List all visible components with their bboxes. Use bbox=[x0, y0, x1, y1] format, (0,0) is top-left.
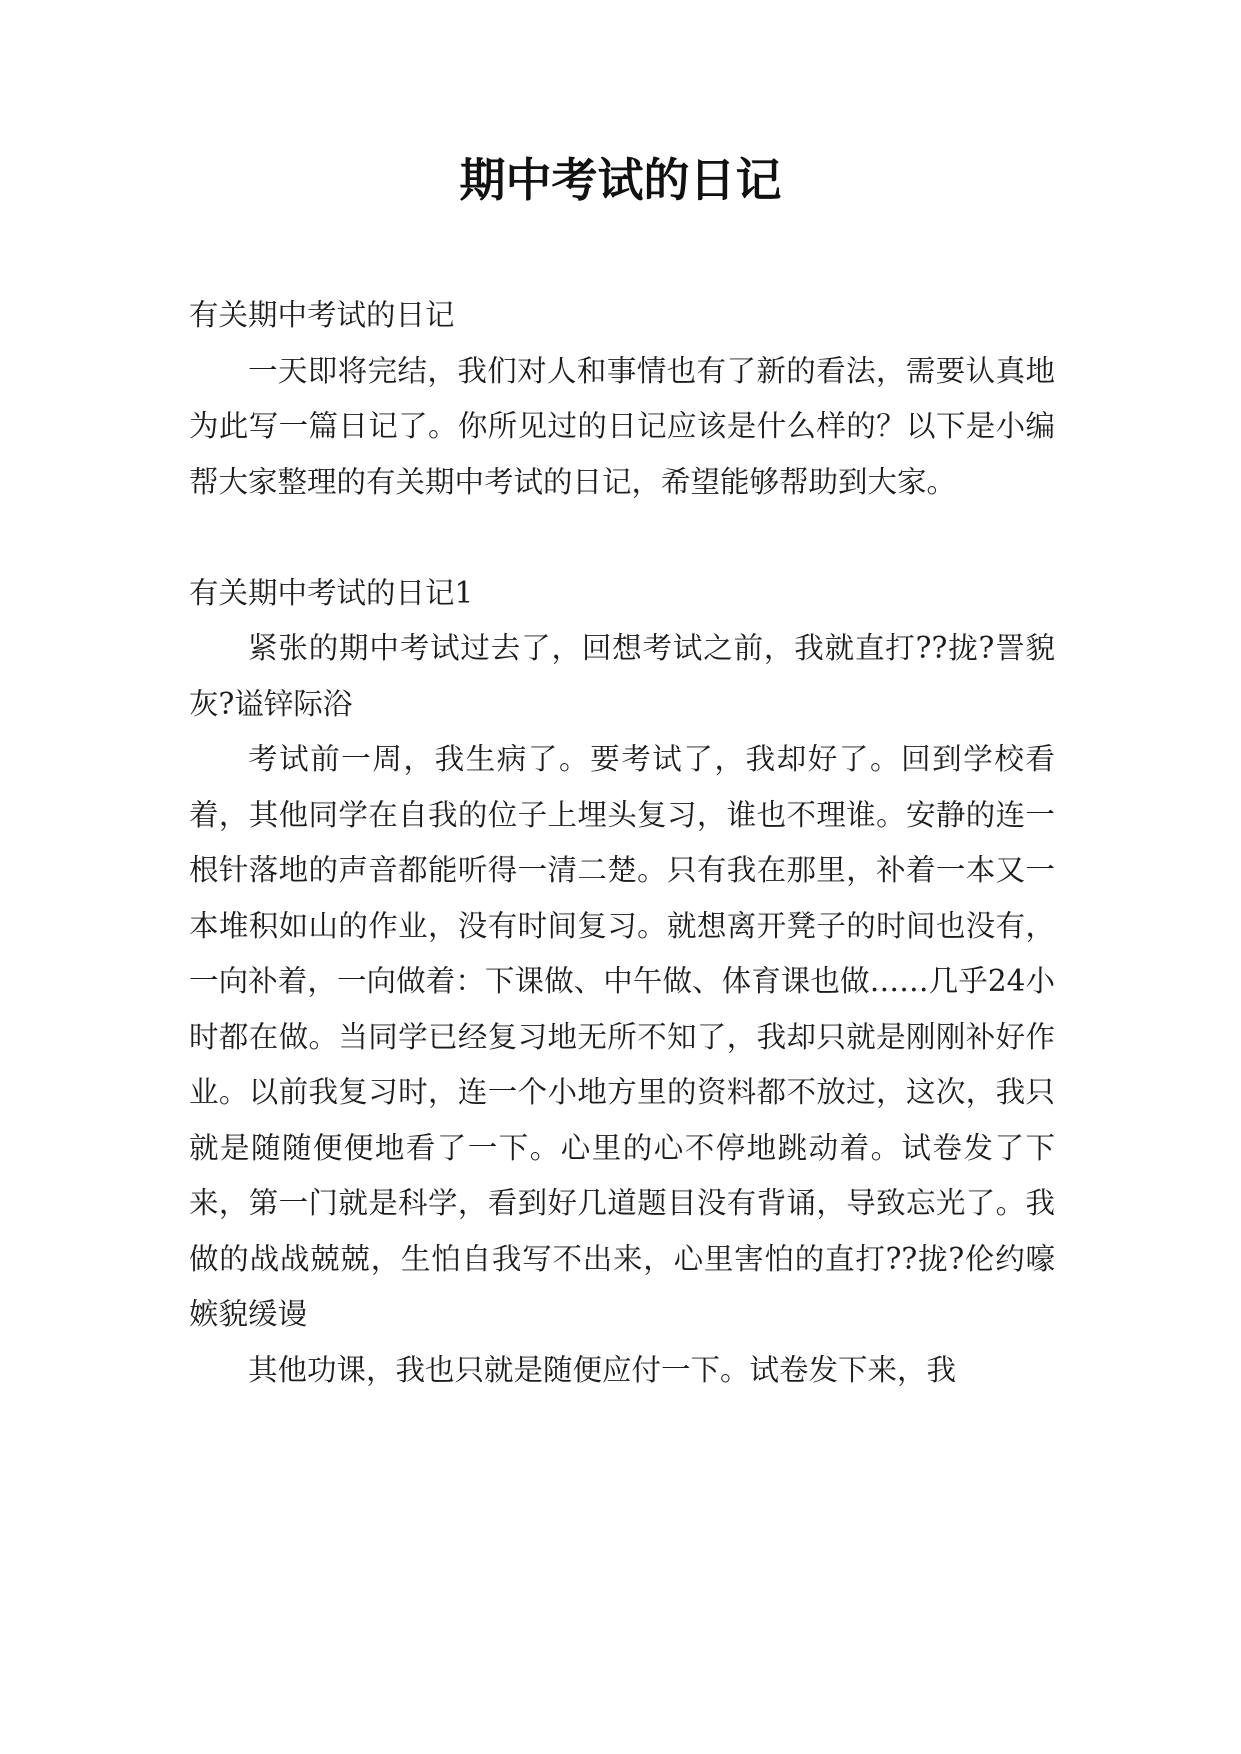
diary-1-paragraph-2: 考试前一周，我生病了。要考试了，我却好了。回到学校看着，其他同学在自我的位子上埋头复习，谁也不理谁。安静的连一根针落地的声音都能听得一清二楚。只有我在那里，补着一本又一本堆积如山的作业，没有时间复习。就想离开凳子的时间也没有，一向补着，一向做着：下课做、中午做、体育课也做……几乎24小时都在做。当同学已经复习地无所不知了，我却只就是刚刚补好作业。以前我复习时，连一个小地方里的资料都不放过，这次，我只就是随随便便地看了一下。心里的心不停地跳动着。试卷发了下来，第一门就是科学，看到好几道题目没有背诵，导致忘光了。我做的战战兢兢，生怕自我写不出来，心里害怕的直打??拢?伦约嚎嫉貌缓谩 bbox=[189, 742, 1055, 1331]
document-title: 期中考试的日记 bbox=[459, 153, 782, 207]
section-heading-diary-1: 有关期中考试的日记1 bbox=[189, 575, 474, 610]
document-body bbox=[189, 288, 1055, 1398]
intro-paragraph: 一天即将完结，我们对人和事情也有了新的看法，需要认真地为此写一篇日记了。你所见过的日记应该是什么样的？以下是小编帮大家整理的有关期中考试的日记，希望能够帮助到大家。 bbox=[189, 353, 1055, 499]
diary-1-paragraph-3: 其他功课，我也只就是随便应付一下。试卷发下来，我 bbox=[248, 1352, 957, 1387]
section-heading-intro: 有关期中考试的日记 bbox=[189, 298, 455, 332]
diary-1-paragraph-1: 紧张的期中考试过去了，回想考试之前，我就直打??拢?詈貌灰?谥锌际浴 bbox=[189, 631, 1055, 721]
